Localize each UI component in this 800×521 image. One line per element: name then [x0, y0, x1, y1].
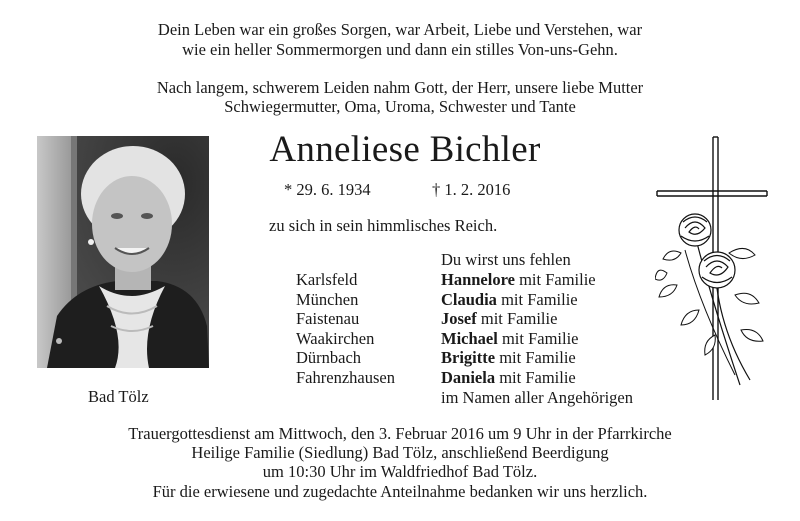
mourners-footer: im Namen aller Angehörigen: [441, 387, 633, 407]
mourner-suffix: mit Familie: [497, 328, 579, 348]
mourner-name: Brigitte: [441, 348, 496, 368]
service-line: um 10:30 Uhr im Waldfriedhof Bad Tölz.: [262, 462, 538, 481]
mourner-city: Fahrenzhausen: [296, 367, 395, 387]
death-date: † 1. 2. 2016: [432, 180, 511, 199]
mourner-entry: [441, 290, 633, 310]
mourner-names: [441, 270, 633, 407]
intro-line: Schwiegermutter, Oma, Uroma, Schwester und Tante: [224, 97, 576, 116]
intro-line: Nach langem, schwerem Leiden nahm Gott, der Herr, unsere liebe Mutter: [156, 78, 644, 97]
mourner-city: Karlsfeld: [296, 270, 358, 289]
mourners-heading: Du wirst uns fehlen: [441, 250, 571, 269]
portrait-photo: [37, 136, 209, 368]
mourner-suffix: mit Familie: [495, 367, 576, 387]
mourner-cities: [296, 270, 395, 388]
mourner-name: Josef: [441, 309, 477, 329]
verse-line: Dein Leben war ein großes Sorgen, war Arbeit, Liebe und Verstehen, war: [157, 20, 643, 39]
mourner-entry: [441, 270, 633, 290]
mourner-suffix: mit Familie: [514, 270, 596, 289]
verse-line: wie ein heller Sommermorgen und dann ein stilles Von-uns-Gehn.: [182, 40, 618, 59]
mourner-name: Daniela: [441, 367, 496, 387]
photo-caption: Bad Tölz: [88, 387, 149, 406]
cross-with-roses-icon: [655, 135, 770, 400]
closing-line: zu sich in sein himmlisches Reich.: [269, 216, 498, 235]
mourner-city: Faistenau: [296, 309, 360, 329]
mourner-entry: [441, 348, 633, 368]
deceased-name: Anneliese Bichler: [269, 129, 541, 170]
mourner-entry: [441, 309, 633, 329]
mourner-suffix: mit Familie: [496, 289, 578, 309]
mourner-entry: [441, 329, 633, 349]
mourner-suffix: mit Familie: [495, 348, 576, 368]
service-line: Heilige Familie (Siedlung) Bad Tölz, anschließend Beerdigung: [191, 443, 609, 462]
mourner-city: Waakirchen: [296, 328, 375, 348]
mourner-entry: [441, 368, 633, 388]
birth-date: * 29. 6. 1934: [284, 180, 371, 199]
mourner-name: Claudia: [441, 289, 497, 309]
mourner-name: Michael: [441, 328, 498, 348]
mourner-city: Dürnbach: [296, 348, 362, 368]
thanks-line: Für die erwiesene und zugedachte Anteilnahme bedanken wir uns herzlich.: [152, 482, 648, 501]
mourner-name: Hannelore: [441, 270, 515, 289]
mourner-city: München: [296, 289, 359, 309]
mourner-suffix: mit Familie: [476, 309, 558, 329]
service-line: Trauergottesdienst am Mittwoch, den 3. Februar 2016 um 9 Uhr in der Pfarrkirche: [128, 424, 672, 443]
